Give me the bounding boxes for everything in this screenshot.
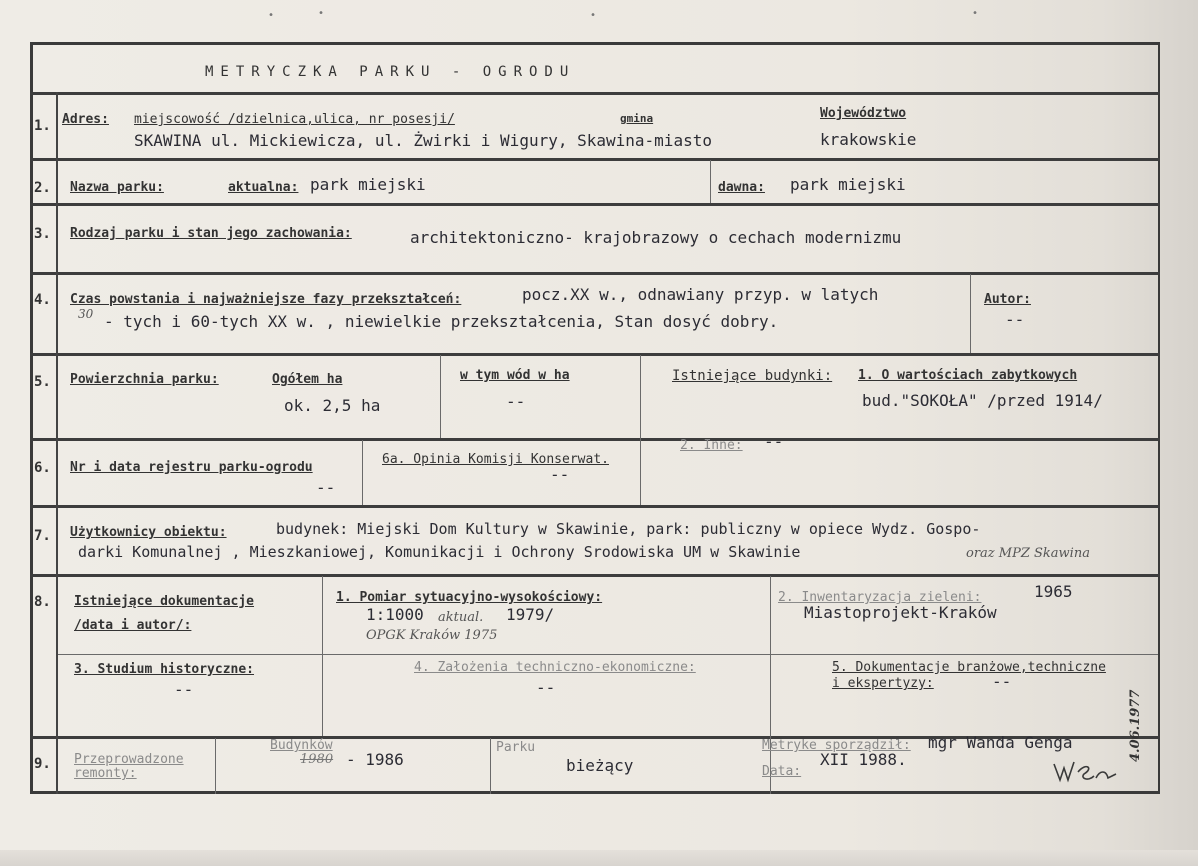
total-area-label: Ogółem ha: [272, 372, 343, 387]
voivodeship-label: Województwo: [820, 106, 907, 121]
total-area-value: ok. 2,5 ha: [284, 396, 381, 415]
section-number-6: 6.: [34, 460, 51, 476]
buildings-renovation-struck: 1980: [300, 752, 334, 767]
section-number-7: 7.: [34, 528, 51, 544]
section-number-9: 9.: [34, 756, 51, 772]
address-caption: miejscowość /dzielnica,ulica, nr posesji/: [134, 112, 455, 127]
users-value-line2: darki Komunalnej , Mieszkaniowej, Komunikacji i Ochrony Srodowiska UM w Skawinie: [78, 543, 801, 561]
branch-docs-value: --: [992, 672, 1012, 691]
section-number-2: 2.: [34, 180, 51, 196]
historic-buildings-label: 1. O wartościach zabytkowych: [858, 368, 1078, 383]
section-number-4: 4.: [34, 292, 51, 308]
park-renovation-value: bieżący: [566, 756, 634, 775]
greenery-value: Miastoprojekt-Kraków: [804, 603, 997, 622]
park-name-label: Nazwa parku:: [70, 180, 164, 195]
docs-label-2: /data i autor/:: [74, 618, 192, 633]
greenery-label: 2. Inwentaryzacja zieleni:: [778, 590, 982, 605]
users-label: Użytkownicy obiektu:: [70, 525, 227, 540]
branch-docs-label-2: i ekspertyzy:: [832, 676, 934, 691]
section-number-5: 5.: [34, 374, 51, 390]
other-buildings-value: --: [764, 432, 784, 451]
section-number-3: 3.: [34, 226, 51, 242]
form-frame: [30, 42, 1160, 794]
greenery-year: 1965: [1034, 582, 1073, 601]
history-value-line1: pocz.XX w., odnawiany przyp. w latych: [522, 285, 879, 304]
history-handnote: 30: [78, 307, 94, 321]
section-number-1: 1.: [34, 118, 51, 134]
survey-label: 1. Pomiar sytuacyjno-wysokościowy:: [336, 590, 603, 605]
register-label: Nr i data rejestru parku-ogrodu: [70, 460, 313, 475]
author-label: Autor:: [984, 292, 1031, 307]
section-number-8: 8.: [34, 594, 51, 610]
area-label: Powierzchnia parku:: [70, 372, 219, 387]
history-study-label: 3. Studium historyczne:: [74, 662, 255, 677]
survey-value: 1:1000: [366, 605, 424, 624]
users-value-line1: budynek: Miejski Dom Kultury w Skawinie, park: publiczny w opiece Wydz. Gospo-: [276, 520, 981, 538]
former-name-value: park miejski: [790, 175, 906, 194]
opinion-value: --: [550, 465, 570, 484]
other-buildings-label: 2. Inne:: [680, 438, 743, 453]
branch-docs-label-1: 5. Dokumentacje branżowe,techniczne: [832, 660, 1106, 675]
history-study-value: --: [174, 680, 194, 699]
form-title: METRYCZKA PARKU - OGRODU: [205, 64, 576, 80]
current-name-label: aktualna:: [228, 180, 299, 195]
tech-label: 4. Założenia techniczno-ekonomiczne:: [414, 660, 696, 675]
punch-mark: •: [318, 8, 325, 19]
voivodeship-value: krakowskie: [820, 130, 917, 149]
buildings-renovation-label: Budynków: [270, 738, 333, 753]
punch-mark: •: [268, 10, 275, 21]
survey-year: 1979/: [506, 605, 555, 624]
survey-handnote: aktual.: [438, 610, 484, 625]
buildings-renovation-value: - 1986: [346, 750, 404, 769]
park-type-value: architektoniczno- krajobrazowy o cechach modernizmu: [410, 228, 902, 247]
history-label: Czas powstania i najważniejsze fazy przekształceń:: [70, 292, 462, 307]
history-value-line2: - tych i 60-tych XX w. , niewielkie przekształcenia, Stan dosyć dobry.: [104, 312, 779, 331]
register-value: --: [316, 478, 336, 497]
margin-date-note: 4.06.1977: [1128, 689, 1143, 762]
park-type-label: Rodzaj parku i stan jego zachowania:: [70, 226, 352, 241]
punch-mark: •: [590, 10, 597, 21]
address-label: Adres:: [62, 112, 109, 127]
docs-label-1: Istniejące dokumentacje: [74, 594, 255, 609]
users-handnote: oraz MPZ Skawina: [966, 546, 1090, 561]
opinion-label: 6a. Opinia Komisji Konserwat.: [382, 452, 609, 467]
current-name-value: park miejski: [310, 175, 426, 194]
renovations-label-2: remonty:: [74, 766, 137, 781]
park-renovation-label: Parku: [496, 740, 536, 755]
gmina-label: gmina: [620, 112, 654, 125]
address-value: SKAWINA ul. Mickiewicza, ul. Żwirki i Wigury, Skawina-miasto: [134, 131, 712, 150]
bottom-edge: [0, 850, 1198, 866]
date-value: XII 1988.: [820, 750, 907, 769]
signature: [1050, 756, 1120, 786]
author-value: --: [1005, 310, 1025, 329]
water-area-label: w tym wód w ha: [460, 368, 570, 383]
date-label: Data:: [762, 764, 802, 779]
tech-value: --: [536, 678, 556, 697]
historic-buildings-value: bud."SOKOŁA" /przed 1914/: [862, 391, 1103, 410]
water-area-value: --: [506, 392, 526, 411]
prepared-by-label: Metryke sporządził:: [762, 738, 911, 753]
former-name-label: dawna:: [718, 180, 765, 195]
prepared-by-value: mgr Wanda Genga: [928, 733, 1073, 752]
buildings-label: Istniejące budynki:: [672, 368, 833, 384]
renovations-label-1: Przeprowadzone: [74, 752, 184, 767]
punch-mark: •: [972, 8, 979, 19]
survey-handnote-2: OPGK Kraków 1975: [366, 628, 498, 643]
